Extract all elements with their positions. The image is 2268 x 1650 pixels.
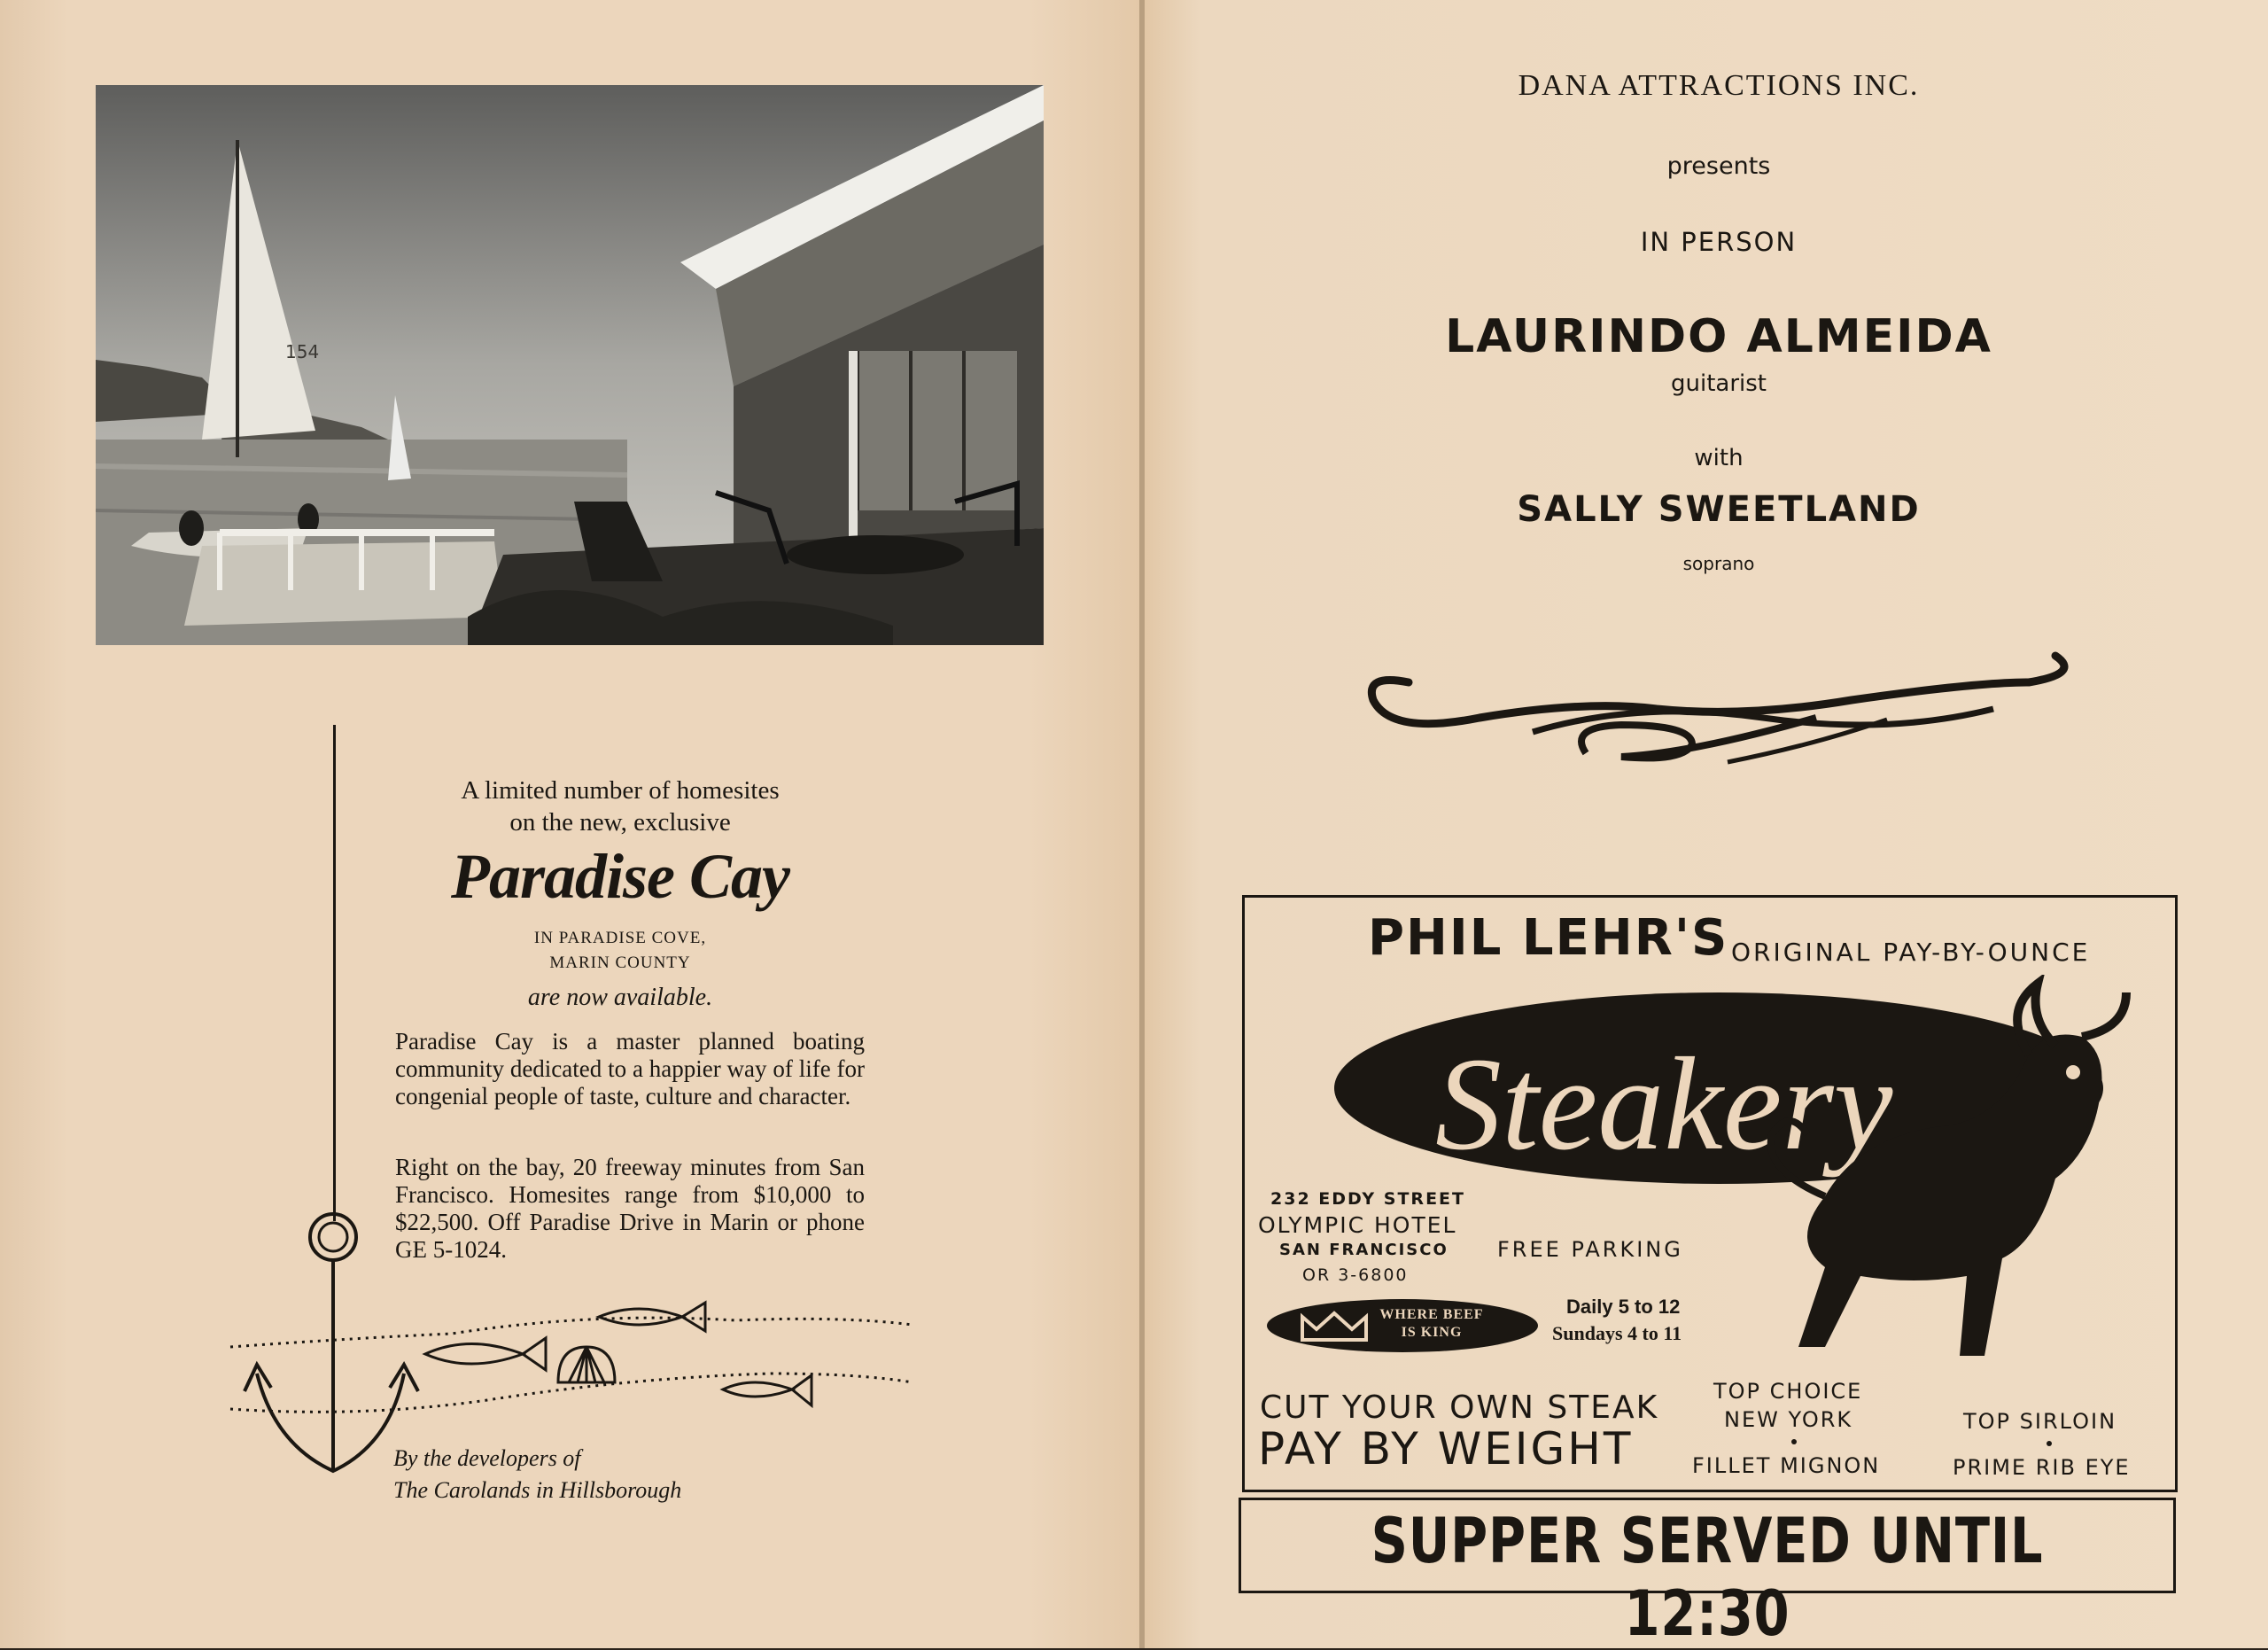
guest-name: SALLY SWEETLAND — [1517, 489, 1921, 530]
steakery-city: SAN FRANCISCO — [1279, 1241, 1449, 1259]
shell-icon — [558, 1347, 615, 1382]
cut-top-sirloin: TOP SIRLOIN — [1963, 1409, 2117, 1434]
steakery-owner: PHIL LEHR'S — [1368, 909, 1729, 967]
with-label: with — [1694, 445, 1744, 471]
steakery-logo-text: Steakery — [1435, 1031, 1893, 1178]
ad-developers-line1: By the developers of — [393, 1445, 581, 1471]
in-person-label: IN PERSON — [1640, 227, 1798, 257]
presents-label: presents — [1666, 152, 1771, 180]
fish-icon — [425, 1303, 812, 1405]
anchor-line — [333, 725, 336, 1221]
ad-intro-line2: on the new, exclusive — [509, 808, 731, 837]
crown-icon — [1299, 1310, 1370, 1345]
cut-new-york: NEW YORK — [1724, 1407, 1853, 1432]
steakery-hotel: OLYMPIC HOTEL — [1258, 1212, 1457, 1238]
bullet-dot — [2047, 1441, 2052, 1446]
badge-line2: IS KING — [1401, 1325, 1463, 1340]
guest-role: soprano — [1682, 553, 1755, 574]
steakery-street: 232 EDDY STREET — [1270, 1189, 1465, 1209]
ad-availability: are now available. — [527, 984, 713, 1011]
ad-developers-line2: The Carolands in Hillsborough — [393, 1477, 682, 1503]
ad-developers — [393, 1443, 765, 1506]
ad-location-line1: IN PARADISE COVE, — [533, 929, 707, 947]
supper-notice: SUPPER SERVED UNTIL 12:30 — [1371, 1505, 2044, 1650]
cut-fillet-mignon: FILLET MIGNON — [1692, 1453, 1881, 1478]
badge-text — [1370, 1306, 1494, 1342]
steakery-hours-sunday: Sundays 4 to 11 — [1552, 1322, 1682, 1344]
cut-top-choice: TOP CHOICE — [1713, 1379, 1863, 1404]
flourish-ornament — [1355, 647, 2082, 789]
presenter-name: DANA ATTRACTIONS INC. — [1518, 69, 1920, 102]
ad-brand-title: Paradise Cay — [451, 841, 789, 912]
anchor-icon — [245, 1214, 418, 1471]
slogan-line1: CUT YOUR OWN STEAK — [1260, 1389, 1659, 1426]
ad-location-line2: MARIN COUNTY — [549, 953, 691, 972]
badge-line1: WHERE BEEF — [1379, 1307, 1484, 1322]
bullet-dot — [1791, 1439, 1797, 1444]
cut-prime-rib-eye: PRIME RIB EYE — [1953, 1455, 2131, 1480]
steakery-tagline: ORIGINAL PAY-BY-OUNCE — [1731, 938, 2091, 967]
artist-role: guitarist — [1671, 370, 1767, 397]
slogan-line2: PAY BY WEIGHT — [1258, 1423, 1634, 1475]
ad-paragraph-2: Right on the bay, 20 freeway minutes from San Francisco. Homesites range from $10,000 to $22,500. Off Paradise Drive in Marin or phone GE 5-1024. — [395, 1154, 865, 1263]
ad-intro-line1: A limited number of homesites — [461, 776, 780, 805]
sail-number: 154 — [285, 341, 320, 362]
marina-photo — [96, 85, 1044, 645]
artist-name: LAURINDO ALMEIDA — [1445, 310, 1992, 363]
steakery-parking: FREE PARKING — [1497, 1237, 1683, 1262]
steakery-hours-daily: Daily 5 to 12 — [1566, 1296, 1681, 1318]
steakery-phone: OR 3-6800 — [1302, 1265, 1409, 1285]
ad-paragraph-1: Paradise Cay is a master planned boating community dedicated to a happier way of life for congenial people of taste, culture and character. — [395, 1028, 865, 1109]
